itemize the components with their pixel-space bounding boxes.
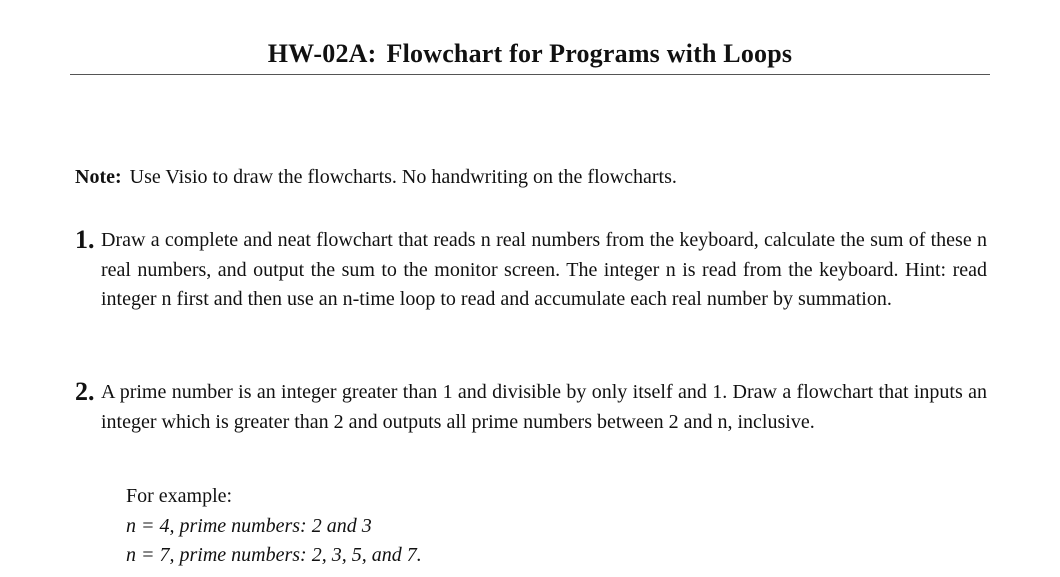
title-divider [70, 74, 990, 75]
note-paragraph [75, 164, 985, 190]
question-2-text: A prime number is an integer greater than 1 and divisible by only itself and 1. Draw a flowchart that inputs an integer which is greater than 2 and outputs all prime numbers between 2 and n, inclusive. [101, 381, 987, 433]
example-block [126, 482, 422, 571]
note-text: Use Visio to draw the flowcharts. No handwriting on the flowcharts. [129, 166, 677, 188]
question-1-text: Draw a complete and neat flowchart that reads n real numbers from the keyboard, calculate the sum of these n real numbers, and output the sum to the monitor screen. The integer n is read from the keyboard. Hint: read integer n first and then use an n-time loop to read and accumulate each real number by summation. [101, 229, 987, 310]
page-title [70, 38, 990, 70]
question-2-number: 2. [75, 377, 95, 406]
question-2 [75, 378, 987, 437]
assignment-title: Flowchart for Programs with Loops [386, 39, 793, 68]
question-1 [75, 226, 987, 315]
assignment-code: HW-02A: [267, 39, 377, 68]
example-line-1: n = 4, prime numbers: 2 and 3 [126, 514, 372, 537]
question-1-number: 1. [75, 225, 95, 254]
example-line-2: n = 7, prime numbers: 2, 3, 5, and 7. [126, 544, 422, 566]
note-label: Note: [75, 166, 122, 188]
example-label: For example: [126, 485, 233, 507]
